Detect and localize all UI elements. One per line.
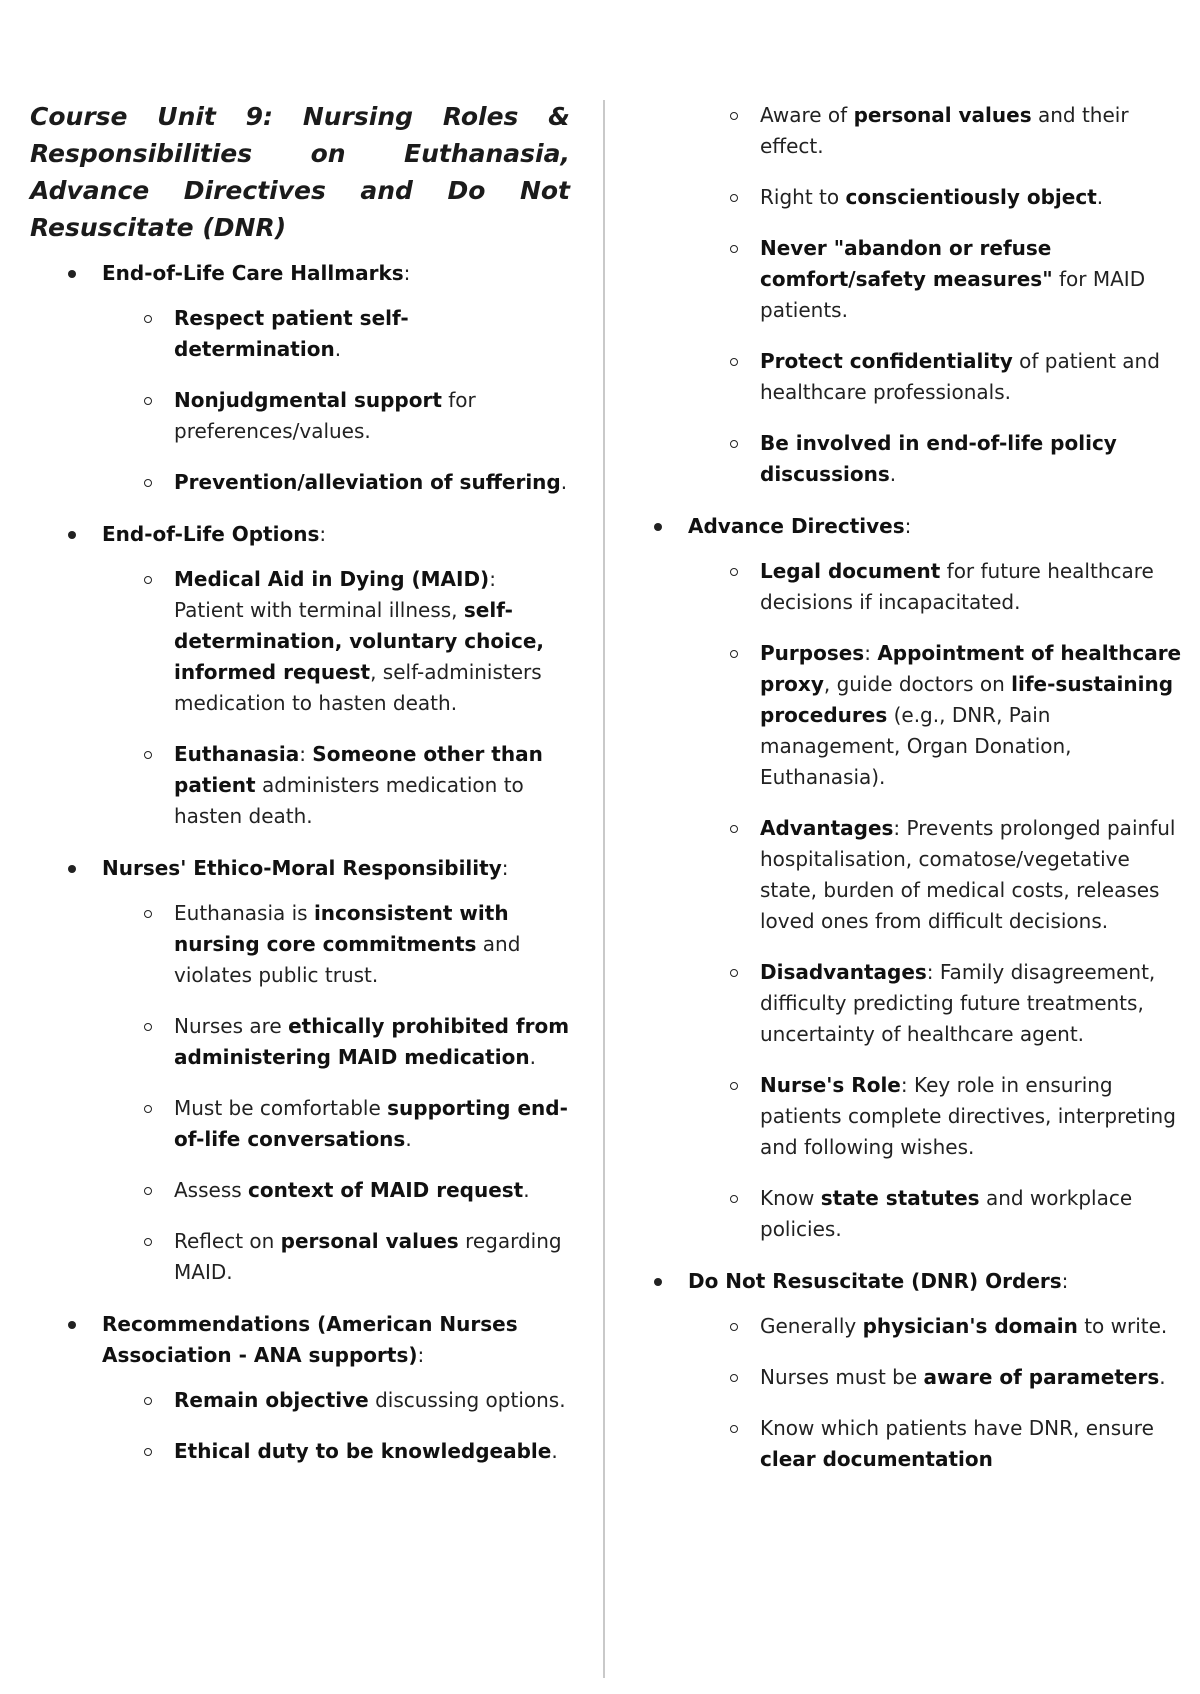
circle-bullet-icon bbox=[144, 576, 152, 584]
circle-bullet-icon bbox=[730, 358, 738, 366]
circle-bullet-icon bbox=[144, 910, 152, 918]
circle-bullet-icon bbox=[144, 315, 152, 323]
circle-bullet-icon bbox=[730, 112, 738, 120]
circle-bullet-icon bbox=[144, 1023, 152, 1031]
circle-bullet-icon bbox=[144, 1238, 152, 1246]
list-item: Euthanasia is inconsistent with nursing core commitments and violates public trust. bbox=[102, 898, 570, 991]
list-item: Remain objective discussing options. bbox=[102, 1385, 570, 1416]
list-item: Aware of personal values and their effect. bbox=[688, 100, 1190, 162]
section-responsibility bbox=[30, 853, 570, 1288]
circle-bullet-icon bbox=[144, 1397, 152, 1405]
bullet-icon bbox=[68, 865, 76, 873]
section-dnr bbox=[650, 1266, 1190, 1475]
circle-bullet-icon bbox=[730, 1374, 738, 1382]
circle-bullet-icon bbox=[144, 1187, 152, 1195]
list-item: Must be comfortable supporting end-of-life conversations. bbox=[102, 1093, 570, 1155]
circle-bullet-icon bbox=[144, 1448, 152, 1456]
list-item: Medical Aid in Dying (MAID): Patient with terminal illness, self-determination, voluntary choice, informed request, self-administers medication to hasten death. bbox=[102, 564, 570, 719]
list-item: Nurses must be aware of parameters. bbox=[688, 1362, 1190, 1393]
section-heading: End-of-Life Options: bbox=[102, 522, 327, 546]
bullet-icon bbox=[654, 1278, 662, 1286]
list-item: Assess context of MAID request. bbox=[102, 1175, 570, 1206]
circle-bullet-icon bbox=[730, 194, 738, 202]
section-heading: End-of-Life Care Hallmarks: bbox=[102, 261, 411, 285]
circle-bullet-icon bbox=[144, 751, 152, 759]
column-divider bbox=[603, 100, 605, 1678]
page-title: Course Unit 9: Nursing Roles & Responsibilities on Euthanasia, Advance Directives and Do Not Resuscitate (DNR) bbox=[30, 102, 570, 242]
list-item: Euthanasia: Someone other than patient administers medication to hasten death. bbox=[102, 739, 570, 832]
list-item: Nurse's Role: Key role in ensuring patients complete directives, interpreting and following wishes. bbox=[688, 1070, 1190, 1163]
list-item: Generally physician's domain to write. bbox=[688, 1311, 1190, 1342]
list-item: Nurses are ethically prohibited from administering MAID medication. bbox=[102, 1011, 570, 1073]
list-item: Be involved in end-of-life policy discussions. bbox=[688, 428, 1190, 490]
list-item: Reflect on personal values regarding MAID. bbox=[102, 1226, 570, 1288]
circle-bullet-icon bbox=[730, 650, 738, 658]
bullet-icon bbox=[654, 523, 662, 531]
bullet-icon bbox=[68, 1321, 76, 1329]
section-heading: Do Not Resuscitate (DNR) Orders: bbox=[688, 1269, 1069, 1293]
list-item: Disadvantages: Family disagreement, difficulty predicting future treatments, uncertainty of healthcare agent. bbox=[688, 957, 1190, 1050]
list-item: Know which patients have DNR, ensure clear documentation bbox=[688, 1413, 1190, 1475]
list-item: Ethical duty to be knowledgeable. bbox=[102, 1436, 570, 1467]
circle-bullet-icon bbox=[730, 1082, 738, 1090]
circle-bullet-icon bbox=[144, 397, 152, 405]
list-item: Prevention/alleviation of suffering. bbox=[102, 467, 570, 498]
list-item: Protect confidentiality of patient and healthcare professionals. bbox=[688, 346, 1190, 408]
circle-bullet-icon bbox=[730, 825, 738, 833]
bullet-icon bbox=[68, 270, 76, 278]
section-heading: Recommendations (American Nurses Association - ANA supports): bbox=[102, 1312, 518, 1367]
list-item: Respect patient self-determination. bbox=[102, 303, 570, 365]
section-recommendations-continued bbox=[650, 100, 1190, 490]
circle-bullet-icon bbox=[730, 440, 738, 448]
section-recommendations bbox=[30, 1309, 570, 1467]
circle-bullet-icon bbox=[144, 1105, 152, 1113]
list-item: Purposes: Appointment of healthcare proxy, guide doctors on life-sustaining procedures (e.g., DNR, Pain management, Organ Donation, Euthanasia). bbox=[688, 638, 1190, 793]
left-column bbox=[30, 98, 570, 1488]
circle-bullet-icon bbox=[730, 969, 738, 977]
circle-bullet-icon bbox=[730, 245, 738, 253]
list-item: Nonjudgmental support for preferences/values. bbox=[102, 385, 570, 447]
list-item: Never "abandon or refuse comfort/safety measures" for MAID patients. bbox=[688, 233, 1190, 326]
section-heading: Advance Directives: bbox=[688, 514, 912, 538]
circle-bullet-icon bbox=[730, 1195, 738, 1203]
list-item: Advantages: Prevents prolonged painful hospitalisation, comatose/vegetative state, burden of medical costs, releases loved ones from difficult decisions. bbox=[688, 813, 1190, 937]
circle-bullet-icon bbox=[144, 479, 152, 487]
right-column bbox=[650, 100, 1190, 1496]
bullet-icon bbox=[68, 531, 76, 539]
circle-bullet-icon bbox=[730, 1323, 738, 1331]
section-hallmarks bbox=[30, 258, 570, 498]
section-advance-directives bbox=[650, 511, 1190, 1245]
section-heading: Nurses' Ethico-Moral Responsibility: bbox=[102, 856, 509, 880]
circle-bullet-icon bbox=[730, 568, 738, 576]
list-item: Right to conscientiously object. bbox=[688, 182, 1190, 213]
section-options bbox=[30, 519, 570, 832]
circle-bullet-icon bbox=[730, 1425, 738, 1433]
list-item: Know state statutes and workplace policies. bbox=[688, 1183, 1190, 1245]
list-item: Legal document for future healthcare decisions if incapacitated. bbox=[688, 556, 1190, 618]
